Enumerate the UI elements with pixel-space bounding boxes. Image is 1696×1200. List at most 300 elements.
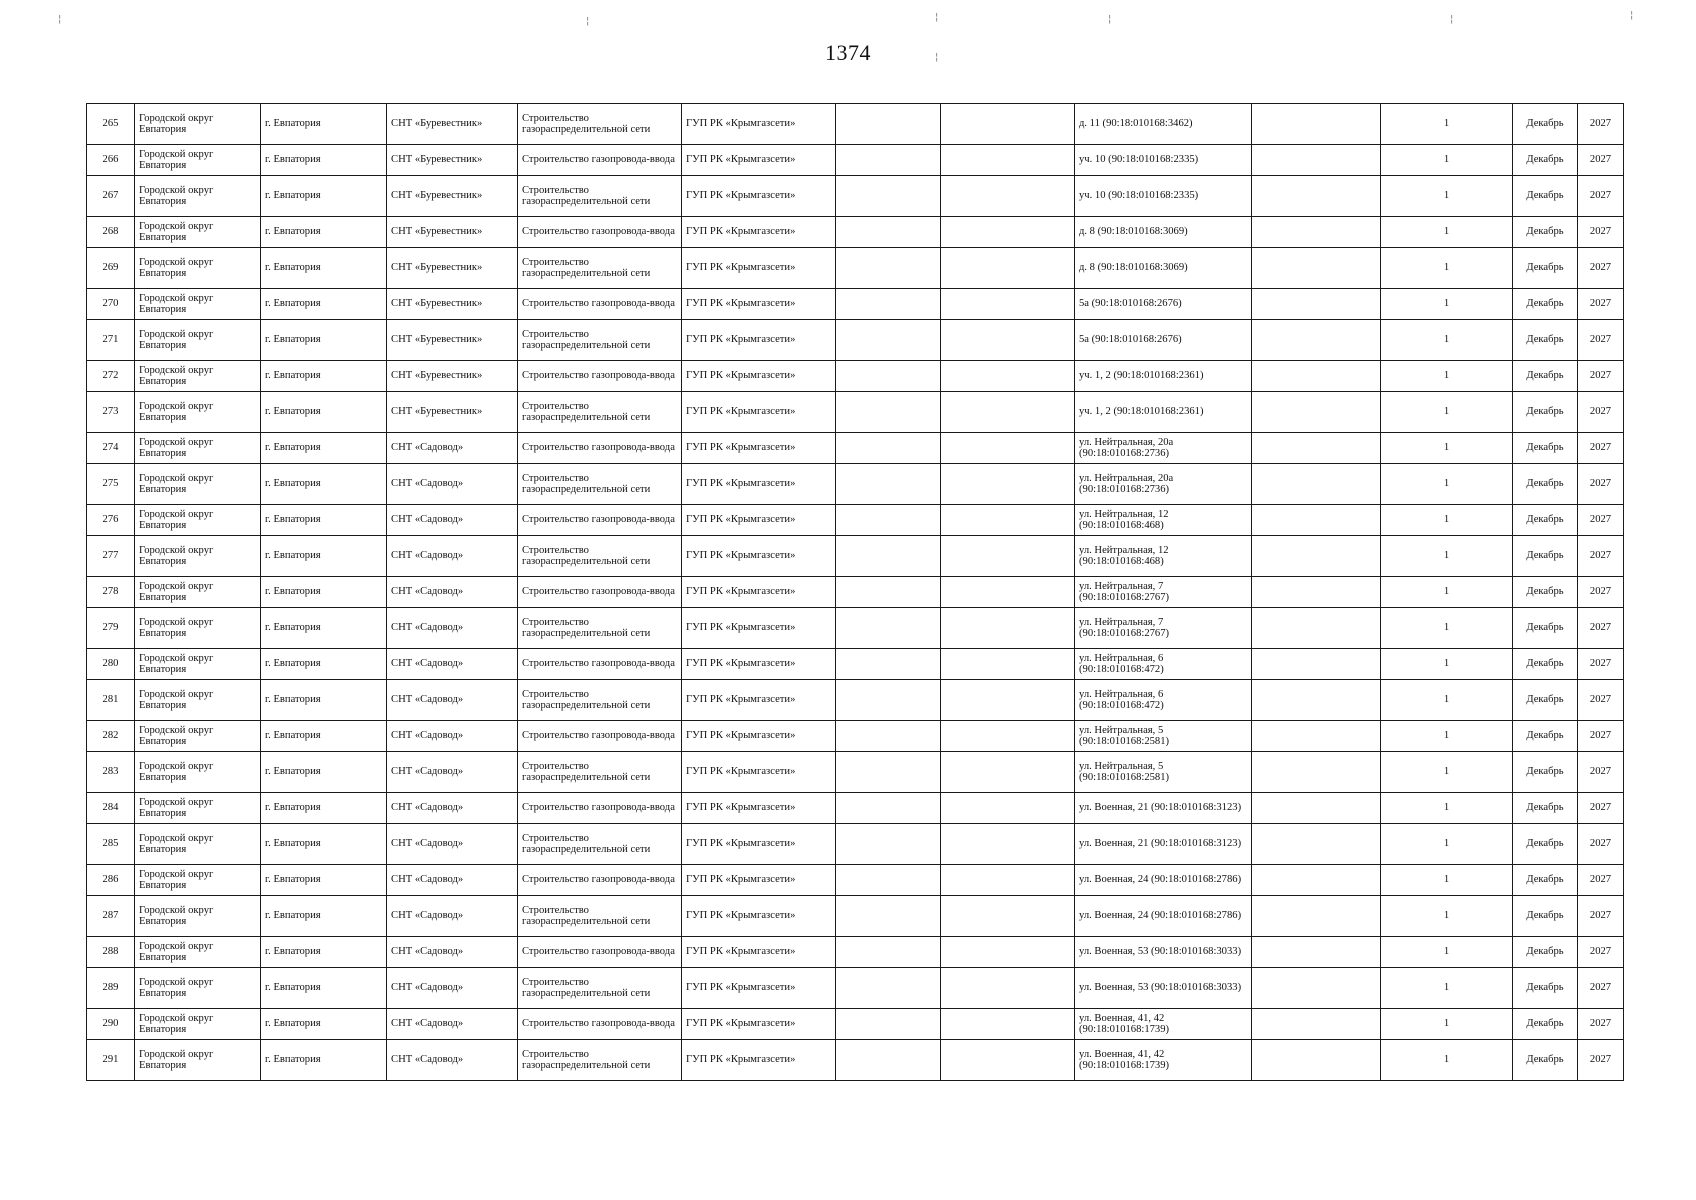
table-row xyxy=(87,464,1624,505)
cell-address: ул. Нейтральная, 20а (90:18:010168:2736) xyxy=(1075,433,1252,464)
cell-work-type: Строительство газопровода-ввода xyxy=(518,433,682,464)
cell-partnership: СНТ «Садовод» xyxy=(387,1040,518,1081)
table-row xyxy=(87,896,1624,937)
cell-empty-col-10 xyxy=(1252,361,1381,392)
cell-district: Городской округ Евпатория xyxy=(135,464,261,505)
cell-organization: ГУП РК «Крымгазсети» xyxy=(682,176,836,217)
cell-quantity: 1 xyxy=(1381,217,1513,248)
cell-empty-col-7 xyxy=(836,680,941,721)
cell-empty-col-7 xyxy=(836,536,941,577)
cell-year: 2027 xyxy=(1578,248,1624,289)
cell-work-type: Строительство газораспределительной сети xyxy=(518,896,682,937)
cell-organization: ГУП РК «Крымгазсети» xyxy=(682,721,836,752)
cell-quantity: 1 xyxy=(1381,865,1513,896)
cell-row-number: 287 xyxy=(87,896,135,937)
cell-row-number: 276 xyxy=(87,505,135,536)
table-row xyxy=(87,361,1624,392)
cell-partnership: СНТ «Буревестник» xyxy=(387,392,518,433)
cell-organization: ГУП РК «Крымгазсети» xyxy=(682,937,836,968)
cell-empty-col-8 xyxy=(941,793,1075,824)
cell-partnership: СНТ «Садовод» xyxy=(387,896,518,937)
cell-empty-col-7 xyxy=(836,937,941,968)
cell-empty-col-7 xyxy=(836,289,941,320)
cell-partnership: СНТ «Садовод» xyxy=(387,968,518,1009)
cell-year: 2027 xyxy=(1578,217,1624,248)
cell-month: Декабрь xyxy=(1513,577,1578,608)
cell-city: г. Евпатория xyxy=(261,968,387,1009)
cell-month: Декабрь xyxy=(1513,145,1578,176)
cell-work-type: Строительство газопровода-ввода xyxy=(518,217,682,248)
cell-empty-col-8 xyxy=(941,464,1075,505)
cell-empty-col-7 xyxy=(836,865,941,896)
table-row xyxy=(87,937,1624,968)
cell-address: 5а (90:18:010168:2676) xyxy=(1075,320,1252,361)
cell-year: 2027 xyxy=(1578,433,1624,464)
cell-month: Декабрь xyxy=(1513,104,1578,145)
cell-quantity: 1 xyxy=(1381,505,1513,536)
table-row xyxy=(87,824,1624,865)
cell-year: 2027 xyxy=(1578,937,1624,968)
cell-address: ул. Военная, 24 (90:18:010168:2786) xyxy=(1075,865,1252,896)
cell-month: Декабрь xyxy=(1513,721,1578,752)
cell-district: Городской округ Евпатория xyxy=(135,577,261,608)
cell-work-type: Строительство газораспределительной сети xyxy=(518,176,682,217)
table-row xyxy=(87,968,1624,1009)
cell-empty-col-7 xyxy=(836,392,941,433)
cell-address: ул. Нейтральная, 5 (90:18:010168:2581) xyxy=(1075,752,1252,793)
cell-district: Городской округ Евпатория xyxy=(135,968,261,1009)
cell-row-number: 279 xyxy=(87,608,135,649)
cell-district: Городской округ Евпатория xyxy=(135,896,261,937)
cell-empty-col-8 xyxy=(941,392,1075,433)
cell-month: Декабрь xyxy=(1513,793,1578,824)
cell-empty-col-8 xyxy=(941,752,1075,793)
cell-row-number: 270 xyxy=(87,289,135,320)
cell-year: 2027 xyxy=(1578,1040,1624,1081)
cell-organization: ГУП РК «Крымгазсети» xyxy=(682,433,836,464)
table-row xyxy=(87,248,1624,289)
cell-work-type: Строительство газопровода-ввода xyxy=(518,649,682,680)
cell-empty-col-10 xyxy=(1252,649,1381,680)
cell-district: Городской округ Евпатория xyxy=(135,392,261,433)
cell-year: 2027 xyxy=(1578,320,1624,361)
cell-district: Городской округ Евпатория xyxy=(135,289,261,320)
table-row xyxy=(87,536,1624,577)
cell-empty-col-7 xyxy=(836,896,941,937)
cell-row-number: 286 xyxy=(87,865,135,896)
cell-city: г. Евпатория xyxy=(261,433,387,464)
cell-empty-col-10 xyxy=(1252,752,1381,793)
cell-year: 2027 xyxy=(1578,536,1624,577)
cell-organization: ГУП РК «Крымгазсети» xyxy=(682,968,836,1009)
cell-organization: ГУП РК «Крымгазсети» xyxy=(682,145,836,176)
cell-district: Городской округ Евпатория xyxy=(135,1040,261,1081)
cell-address: ул. Нейтральная, 6 (90:18:010168:472) xyxy=(1075,649,1252,680)
scan-speck: ¦ xyxy=(1108,14,1112,25)
cell-year: 2027 xyxy=(1578,176,1624,217)
cell-district: Городской округ Евпатория xyxy=(135,176,261,217)
cell-partnership: СНТ «Садовод» xyxy=(387,721,518,752)
cell-empty-col-8 xyxy=(941,320,1075,361)
cell-organization: ГУП РК «Крымгазсети» xyxy=(682,793,836,824)
cell-empty-col-10 xyxy=(1252,464,1381,505)
cell-address: ул. Военная, 24 (90:18:010168:2786) xyxy=(1075,896,1252,937)
cell-partnership: СНТ «Садовод» xyxy=(387,608,518,649)
cell-quantity: 1 xyxy=(1381,289,1513,320)
cell-empty-col-7 xyxy=(836,505,941,536)
cell-organization: ГУП РК «Крымгазсети» xyxy=(682,248,836,289)
cell-organization: ГУП РК «Крымгазсети» xyxy=(682,1009,836,1040)
cell-empty-col-7 xyxy=(836,649,941,680)
cell-row-number: 272 xyxy=(87,361,135,392)
table-row xyxy=(87,793,1624,824)
cell-work-type: Строительство газораспределительной сети xyxy=(518,392,682,433)
cell-year: 2027 xyxy=(1578,824,1624,865)
cell-empty-col-8 xyxy=(941,1009,1075,1040)
cell-work-type: Строительство газораспределительной сети xyxy=(518,248,682,289)
scan-speck: ¦ xyxy=(1450,14,1454,25)
cell-row-number: 267 xyxy=(87,176,135,217)
cell-month: Декабрь xyxy=(1513,937,1578,968)
cell-address: ул. Нейтральная, 6 (90:18:010168:472) xyxy=(1075,680,1252,721)
cell-district: Городской округ Евпатория xyxy=(135,752,261,793)
cell-organization: ГУП РК «Крымгазсети» xyxy=(682,577,836,608)
cell-empty-col-7 xyxy=(836,721,941,752)
cell-month: Декабрь xyxy=(1513,289,1578,320)
cell-month: Декабрь xyxy=(1513,505,1578,536)
cell-city: г. Евпатория xyxy=(261,320,387,361)
cell-city: г. Евпатория xyxy=(261,1040,387,1081)
cell-partnership: СНТ «Садовод» xyxy=(387,577,518,608)
cell-month: Декабрь xyxy=(1513,752,1578,793)
cell-quantity: 1 xyxy=(1381,1009,1513,1040)
cell-month: Декабрь xyxy=(1513,536,1578,577)
cell-year: 2027 xyxy=(1578,104,1624,145)
cell-month: Декабрь xyxy=(1513,320,1578,361)
cell-address: ул. Нейтральная, 12 (90:18:010168:468) xyxy=(1075,505,1252,536)
cell-month: Декабрь xyxy=(1513,1040,1578,1081)
cell-quantity: 1 xyxy=(1381,104,1513,145)
cell-month: Декабрь xyxy=(1513,1009,1578,1040)
cell-organization: ГУП РК «Крымгазсети» xyxy=(682,320,836,361)
cell-quantity: 1 xyxy=(1381,176,1513,217)
cell-month: Декабрь xyxy=(1513,896,1578,937)
cell-address: ул. Военная, 21 (90:18:010168:3123) xyxy=(1075,824,1252,865)
cell-partnership: СНТ «Садовод» xyxy=(387,937,518,968)
cell-organization: ГУП РК «Крымгазсети» xyxy=(682,608,836,649)
cell-address: 5а (90:18:010168:2676) xyxy=(1075,289,1252,320)
cell-empty-col-10 xyxy=(1252,824,1381,865)
cell-organization: ГУП РК «Крымгазсети» xyxy=(682,680,836,721)
cell-empty-col-7 xyxy=(836,104,941,145)
cell-quantity: 1 xyxy=(1381,608,1513,649)
cell-quantity: 1 xyxy=(1381,937,1513,968)
cell-empty-col-8 xyxy=(941,896,1075,937)
cell-address: ул. Военная, 41, 42 (90:18:010168:1739) xyxy=(1075,1009,1252,1040)
cell-address: уч. 10 (90:18:010168:2335) xyxy=(1075,145,1252,176)
cell-address: ул. Нейтральная, 7 (90:18:010168:2767) xyxy=(1075,608,1252,649)
cell-district: Городской округ Евпатория xyxy=(135,937,261,968)
cell-empty-col-8 xyxy=(941,968,1075,1009)
cell-city: г. Евпатория xyxy=(261,649,387,680)
cell-empty-col-10 xyxy=(1252,896,1381,937)
cell-row-number: 280 xyxy=(87,649,135,680)
cell-empty-col-7 xyxy=(836,217,941,248)
cell-city: г. Евпатория xyxy=(261,752,387,793)
cell-row-number: 288 xyxy=(87,937,135,968)
scan-speck: ¦ xyxy=(586,16,590,27)
table-row xyxy=(87,217,1624,248)
cell-empty-col-7 xyxy=(836,320,941,361)
cell-district: Городской округ Евпатория xyxy=(135,721,261,752)
cell-empty-col-10 xyxy=(1252,248,1381,289)
cell-year: 2027 xyxy=(1578,968,1624,1009)
cell-month: Декабрь xyxy=(1513,176,1578,217)
cell-empty-col-10 xyxy=(1252,176,1381,217)
cell-empty-col-7 xyxy=(836,1040,941,1081)
cell-partnership: СНТ «Садовод» xyxy=(387,680,518,721)
cell-partnership: СНТ «Садовод» xyxy=(387,1009,518,1040)
cell-organization: ГУП РК «Крымгазсети» xyxy=(682,752,836,793)
cell-address: ул. Нейтральная, 7 (90:18:010168:2767) xyxy=(1075,577,1252,608)
cell-month: Декабрь xyxy=(1513,433,1578,464)
cell-address: ул. Военная, 21 (90:18:010168:3123) xyxy=(1075,793,1252,824)
cell-organization: ГУП РК «Крымгазсети» xyxy=(682,824,836,865)
cell-empty-col-8 xyxy=(941,217,1075,248)
scan-speck: ¦ xyxy=(935,12,939,23)
cell-partnership: СНТ «Садовод» xyxy=(387,793,518,824)
cell-district: Городской округ Евпатория xyxy=(135,608,261,649)
cell-row-number: 266 xyxy=(87,145,135,176)
cell-city: г. Евпатория xyxy=(261,577,387,608)
cell-work-type: Строительство газораспределительной сети xyxy=(518,536,682,577)
cell-empty-col-7 xyxy=(836,361,941,392)
cell-district: Городской округ Евпатория xyxy=(135,824,261,865)
cell-row-number: 277 xyxy=(87,536,135,577)
cell-partnership: СНТ «Буревестник» xyxy=(387,248,518,289)
cell-empty-col-10 xyxy=(1252,793,1381,824)
cell-partnership: СНТ «Садовод» xyxy=(387,433,518,464)
cell-quantity: 1 xyxy=(1381,793,1513,824)
cell-district: Городской округ Евпатория xyxy=(135,361,261,392)
cell-empty-col-8 xyxy=(941,577,1075,608)
table-row xyxy=(87,145,1624,176)
cell-empty-col-10 xyxy=(1252,721,1381,752)
cell-month: Декабрь xyxy=(1513,865,1578,896)
cell-district: Городской округ Евпатория xyxy=(135,536,261,577)
cell-organization: ГУП РК «Крымгазсети» xyxy=(682,1040,836,1081)
cell-empty-col-10 xyxy=(1252,505,1381,536)
cell-quantity: 1 xyxy=(1381,752,1513,793)
table-row xyxy=(87,649,1624,680)
cell-district: Городской округ Евпатория xyxy=(135,248,261,289)
cell-year: 2027 xyxy=(1578,793,1624,824)
cell-city: г. Евпатория xyxy=(261,721,387,752)
scan-speck: ¦ xyxy=(1630,10,1634,21)
cell-city: г. Евпатория xyxy=(261,104,387,145)
cell-organization: ГУП РК «Крымгазсети» xyxy=(682,896,836,937)
cell-city: г. Евпатория xyxy=(261,505,387,536)
cell-row-number: 290 xyxy=(87,1009,135,1040)
cell-partnership: СНТ «Садовод» xyxy=(387,824,518,865)
cell-address: ул. Военная, 53 (90:18:010168:3033) xyxy=(1075,968,1252,1009)
cell-organization: ГУП РК «Крымгазсети» xyxy=(682,392,836,433)
cell-district: Городской округ Евпатория xyxy=(135,320,261,361)
cell-address: ул. Нейтральная, 5 (90:18:010168:2581) xyxy=(1075,721,1252,752)
cell-partnership: СНТ «Буревестник» xyxy=(387,289,518,320)
cell-row-number: 268 xyxy=(87,217,135,248)
cell-row-number: 289 xyxy=(87,968,135,1009)
cell-row-number: 278 xyxy=(87,577,135,608)
cell-partnership: СНТ «Садовод» xyxy=(387,505,518,536)
cell-work-type: Строительство газопровода-ввода xyxy=(518,505,682,536)
cell-organization: ГУП РК «Крымгазсети» xyxy=(682,536,836,577)
cell-address: уч. 10 (90:18:010168:2335) xyxy=(1075,176,1252,217)
cell-quantity: 1 xyxy=(1381,896,1513,937)
table-row xyxy=(87,176,1624,217)
cell-row-number: 285 xyxy=(87,824,135,865)
cell-empty-col-10 xyxy=(1252,968,1381,1009)
scan-speck: ¦ xyxy=(58,14,62,25)
cell-district: Городской округ Евпатория xyxy=(135,865,261,896)
cell-quantity: 1 xyxy=(1381,361,1513,392)
cell-month: Декабрь xyxy=(1513,464,1578,505)
page-number: 1374 xyxy=(825,40,871,65)
cell-empty-col-8 xyxy=(941,1040,1075,1081)
cell-month: Декабрь xyxy=(1513,392,1578,433)
cell-empty-col-10 xyxy=(1252,289,1381,320)
cell-empty-col-7 xyxy=(836,793,941,824)
cell-work-type: Строительство газопровода-ввода xyxy=(518,361,682,392)
table-row xyxy=(87,433,1624,464)
cell-district: Городской округ Евпатория xyxy=(135,505,261,536)
cell-work-type: Строительство газораспределительной сети xyxy=(518,608,682,649)
cell-year: 2027 xyxy=(1578,361,1624,392)
cell-quantity: 1 xyxy=(1381,320,1513,361)
cell-empty-col-10 xyxy=(1252,680,1381,721)
cell-organization: ГУП РК «Крымгазсети» xyxy=(682,217,836,248)
cell-empty-col-8 xyxy=(941,104,1075,145)
cell-month: Декабрь xyxy=(1513,248,1578,289)
cell-city: г. Евпатория xyxy=(261,361,387,392)
cell-empty-col-10 xyxy=(1252,608,1381,649)
cell-organization: ГУП РК «Крымгазсети» xyxy=(682,104,836,145)
cell-row-number: 291 xyxy=(87,1040,135,1081)
cell-partnership: СНТ «Садовод» xyxy=(387,649,518,680)
cell-work-type: Строительство газораспределительной сети xyxy=(518,1040,682,1081)
cell-empty-col-8 xyxy=(941,649,1075,680)
scan-speck: ¦ xyxy=(935,52,939,63)
cell-work-type: Строительство газопровода-ввода xyxy=(518,793,682,824)
cell-year: 2027 xyxy=(1578,608,1624,649)
cell-work-type: Строительство газопровода-ввода xyxy=(518,145,682,176)
cell-empty-col-7 xyxy=(836,608,941,649)
cell-row-number: 274 xyxy=(87,433,135,464)
cell-row-number: 269 xyxy=(87,248,135,289)
cell-city: г. Евпатория xyxy=(261,176,387,217)
table-row xyxy=(87,505,1624,536)
cell-year: 2027 xyxy=(1578,289,1624,320)
cell-empty-col-10 xyxy=(1252,392,1381,433)
cell-work-type: Строительство газопровода-ввода xyxy=(518,721,682,752)
cell-empty-col-7 xyxy=(836,968,941,1009)
cell-empty-col-8 xyxy=(941,536,1075,577)
cell-city: г. Евпатория xyxy=(261,392,387,433)
cell-row-number: 282 xyxy=(87,721,135,752)
cell-partnership: СНТ «Садовод» xyxy=(387,752,518,793)
cell-row-number: 273 xyxy=(87,392,135,433)
cell-address: д. 8 (90:18:010168:3069) xyxy=(1075,217,1252,248)
cell-empty-col-7 xyxy=(836,145,941,176)
cell-empty-col-10 xyxy=(1252,865,1381,896)
cell-city: г. Евпатория xyxy=(261,248,387,289)
cell-work-type: Строительство газопровода-ввода xyxy=(518,937,682,968)
table-row xyxy=(87,392,1624,433)
cell-empty-col-7 xyxy=(836,464,941,505)
cell-work-type: Строительство газораспределительной сети xyxy=(518,968,682,1009)
cell-address: уч. 1, 2 (90:18:010168:2361) xyxy=(1075,392,1252,433)
cell-partnership: СНТ «Буревестник» xyxy=(387,176,518,217)
cell-empty-col-10 xyxy=(1252,320,1381,361)
cell-month: Декабрь xyxy=(1513,968,1578,1009)
cell-address: д. 8 (90:18:010168:3069) xyxy=(1075,248,1252,289)
cell-empty-col-10 xyxy=(1252,937,1381,968)
cell-partnership: СНТ «Буревестник» xyxy=(387,361,518,392)
cell-quantity: 1 xyxy=(1381,968,1513,1009)
table-row xyxy=(87,320,1624,361)
cell-year: 2027 xyxy=(1578,392,1624,433)
cell-district: Городской округ Евпатория xyxy=(135,649,261,680)
cell-month: Декабрь xyxy=(1513,680,1578,721)
cell-work-type: Строительство газопровода-ввода xyxy=(518,289,682,320)
cell-year: 2027 xyxy=(1578,752,1624,793)
table-row xyxy=(87,1009,1624,1040)
table-row xyxy=(87,577,1624,608)
cell-district: Городской округ Евпатория xyxy=(135,680,261,721)
cell-city: г. Евпатория xyxy=(261,145,387,176)
cell-year: 2027 xyxy=(1578,896,1624,937)
cell-city: г. Евпатория xyxy=(261,217,387,248)
cell-empty-col-7 xyxy=(836,248,941,289)
cell-row-number: 265 xyxy=(87,104,135,145)
cell-partnership: СНТ «Садовод» xyxy=(387,536,518,577)
cell-work-type: Строительство газопровода-ввода xyxy=(518,1009,682,1040)
cell-organization: ГУП РК «Крымгазсети» xyxy=(682,505,836,536)
cell-month: Декабрь xyxy=(1513,217,1578,248)
cell-work-type: Строительство газораспределительной сети xyxy=(518,104,682,145)
cell-quantity: 1 xyxy=(1381,145,1513,176)
cell-city: г. Евпатория xyxy=(261,608,387,649)
cell-district: Городской округ Евпатория xyxy=(135,793,261,824)
cell-month: Декабрь xyxy=(1513,649,1578,680)
cell-quantity: 1 xyxy=(1381,392,1513,433)
cell-empty-col-8 xyxy=(941,248,1075,289)
cell-empty-col-8 xyxy=(941,608,1075,649)
cell-year: 2027 xyxy=(1578,1009,1624,1040)
cell-address: ул. Нейтральная, 12 (90:18:010168:468) xyxy=(1075,536,1252,577)
cell-year: 2027 xyxy=(1578,577,1624,608)
cell-year: 2027 xyxy=(1578,505,1624,536)
cell-city: г. Евпатория xyxy=(261,896,387,937)
cell-empty-col-10 xyxy=(1252,1040,1381,1081)
cell-empty-col-8 xyxy=(941,824,1075,865)
cell-row-number: 275 xyxy=(87,464,135,505)
cell-empty-col-8 xyxy=(941,361,1075,392)
cell-empty-col-10 xyxy=(1252,145,1381,176)
cell-year: 2027 xyxy=(1578,865,1624,896)
cell-empty-col-10 xyxy=(1252,217,1381,248)
table-row xyxy=(87,289,1624,320)
